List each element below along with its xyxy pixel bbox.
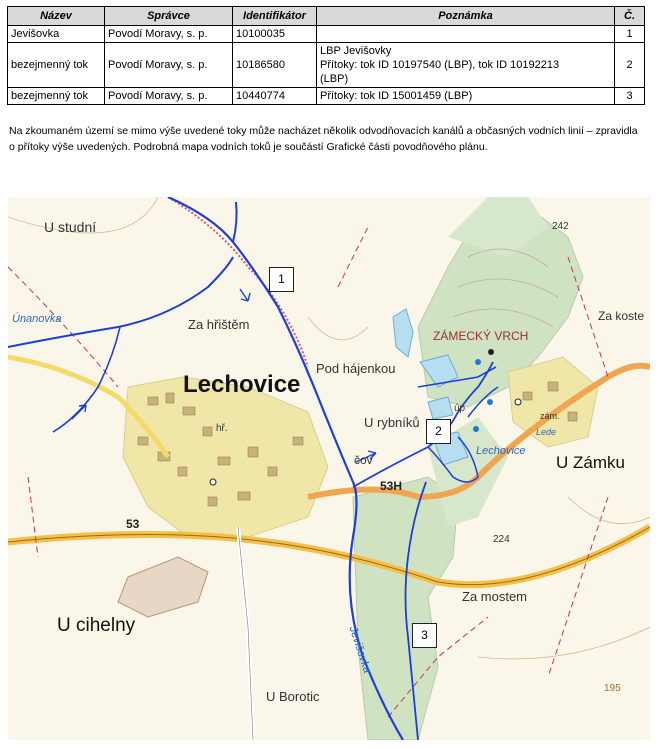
paragraph-line: o přítoky výše uvedených. Podrobná mapa vodních toků je součástí Grafické části povodňového plánu. xyxy=(9,141,488,153)
cell-name: bezejmenný tok xyxy=(8,88,105,105)
pond xyxy=(428,397,453,419)
road-53 xyxy=(8,527,650,585)
elevation-label: 224 xyxy=(493,534,510,545)
place-label: Pod hájenkou xyxy=(316,361,396,376)
stream-label: Jevišovka xyxy=(346,625,373,675)
paragraph-line: Na zkoumaném území se mimo výše uvedené toky může nacházet několik odvodňovacích kanálů a občasných vodních linií – zpravidla xyxy=(9,125,638,137)
cell-identifier: 10186580 xyxy=(233,43,317,88)
cell-identifier: 10100035 xyxy=(233,26,317,43)
cell-identifier: 10440774 xyxy=(233,88,317,105)
header-name: Název xyxy=(8,7,105,26)
quarry-area xyxy=(118,557,208,617)
cell-number: 1 xyxy=(615,26,645,43)
town-label: Lechovice xyxy=(183,371,301,398)
map-graphics xyxy=(8,197,650,740)
cell-manager: Povodí Moravy, s. p. xyxy=(105,43,233,88)
place-label: Za mostem xyxy=(462,589,528,604)
hill-label: ZÁMECKÝ VRCH xyxy=(433,329,529,343)
stream-label: Lechovice xyxy=(476,445,526,457)
church-point xyxy=(210,479,216,485)
spring-point xyxy=(473,426,479,432)
place-label: Lede xyxy=(536,427,557,437)
elevation-label: 195 xyxy=(604,683,621,694)
road-label: 53 xyxy=(126,517,140,531)
place-label: hř. xyxy=(216,423,228,434)
place-label: Za koste xyxy=(598,309,645,323)
place-label: zám. xyxy=(540,411,560,421)
cell-number: 2 xyxy=(615,43,645,88)
stream-unanovka xyxy=(8,257,233,347)
cell-manager: Povodí Moravy, s. p. xyxy=(105,26,233,43)
table-header-row xyxy=(8,7,645,26)
stream-callout-1: 1 xyxy=(269,267,294,292)
stream-jevisovka xyxy=(233,202,237,242)
cell-note xyxy=(317,43,615,88)
place-label: U cihelny xyxy=(57,615,136,636)
place-label: Za hřištěm xyxy=(188,317,250,332)
place-label: úp xyxy=(454,403,466,414)
spring-point xyxy=(475,359,481,365)
table-row xyxy=(8,26,645,43)
note-line: Přítoky: tok ID 10197540 (LBP), tok ID 10192213 xyxy=(320,59,560,71)
cell-number: 3 xyxy=(615,88,645,105)
cell-note xyxy=(317,26,615,43)
note-line: Přítoky: tok ID 15001459 (LBP) xyxy=(320,90,473,102)
description-paragraph xyxy=(9,123,659,155)
header-manager: Správce xyxy=(105,7,233,26)
place-label: U studní xyxy=(44,219,97,235)
castle-point xyxy=(515,399,521,405)
stream-callout-2: 2 xyxy=(426,419,451,444)
place-label: U Borotic xyxy=(266,689,320,704)
road-secondary xyxy=(238,527,253,740)
stream-map xyxy=(8,197,650,740)
place-label: U rybníků xyxy=(364,415,420,430)
note-line: (LBP) xyxy=(320,73,349,85)
cell-name: bezejmenný tok xyxy=(8,43,105,88)
note-line: LBP Jevišovky xyxy=(320,45,392,57)
cell-note xyxy=(317,88,615,105)
cell-manager: Povodí Moravy, s. p. xyxy=(105,88,233,105)
spring-point xyxy=(487,399,493,405)
table-row xyxy=(8,88,645,105)
header-note: Poznámka xyxy=(317,7,615,26)
place-label: čov xyxy=(354,453,373,467)
place-label: U Zámku xyxy=(556,453,625,472)
header-number: Č. xyxy=(615,7,645,26)
streams-table xyxy=(7,6,645,105)
cell-name: Jevišovka xyxy=(8,26,105,43)
elevation-label: 242 xyxy=(552,221,569,232)
road-label: 53H xyxy=(380,479,403,493)
stream-label: Únanovka xyxy=(12,313,62,325)
pond xyxy=(393,309,413,357)
summit-point xyxy=(488,349,494,355)
stream-callout-3: 3 xyxy=(412,623,437,648)
header-identifier: Identifikátor xyxy=(233,7,317,26)
table-row xyxy=(8,43,645,88)
